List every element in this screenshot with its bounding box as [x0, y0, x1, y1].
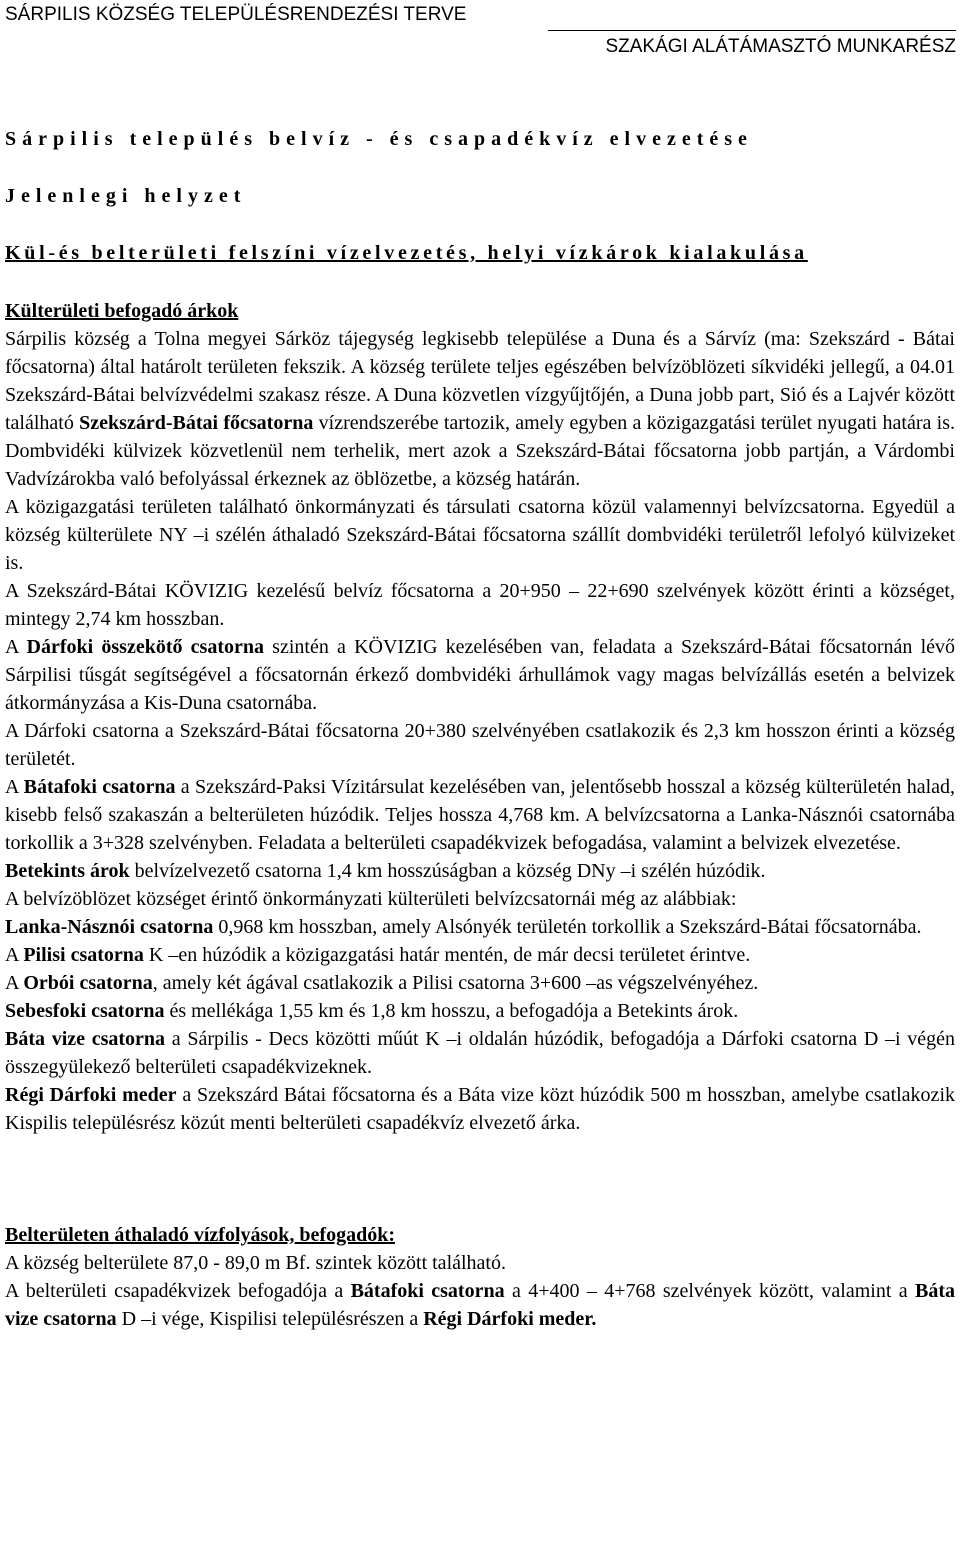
document-body: [5, 297, 955, 1333]
bold-term: Bátafoki csatorna: [350, 1280, 505, 1302]
text-run: A: [5, 944, 24, 966]
bold-term: Pilisi csatorna: [23, 944, 144, 966]
text-run: a Szekszárd-Paksi Vízitársulat kezelésében van, jelentősebb hosszal a község külterületén halad, kisebb felső szakaszán a belterületen húzódik. Teljes hossza 4,768 km. A belvízcsatorna a Lanka-Násznói csatornába torkollik a 3+328 szelvényben. Feladata a belterületi csapadékvizek befogadása, valamint a belvizek elvezetése.: [5, 776, 956, 854]
paragraph-pilisi: [5, 941, 955, 969]
text-run: a 4+400 – 4+768 szelvények között, valamint a: [504, 1280, 915, 1302]
section-spacer: [5, 1137, 955, 1221]
text-run: 0,968 km hosszban, amely Alsónyék területén torkollik a Szekszárd-Bátai főcsatornába.: [213, 916, 922, 938]
text-run: A: [5, 776, 24, 798]
section-title: Kül-és belterületi felszíni vízelvezetés, helyi vízkárok kialakulása: [5, 242, 808, 264]
bold-term: Orbói csatorna: [23, 972, 153, 994]
bold-term: Régi Dárfoki meder: [5, 1084, 177, 1106]
paragraph-batafoki: [5, 773, 955, 857]
paragraph-bata-vize: [5, 1025, 955, 1081]
header-document-title: SÁRPILIS KÖZSÉG TELEPÜLÉSRENDEZÉSI TERVE: [5, 4, 467, 25]
text-run: , amely két ágával csatlakozik a Pilisi csatorna 3+600 –as végszelvényéhez.: [152, 972, 759, 994]
bold-term: Betekints árok: [5, 860, 130, 882]
paragraph-betekints: [5, 857, 955, 885]
bold-term: Báta vize csatorna: [5, 1280, 955, 1330]
paragraph-darfoki: A Dárfoki csatorna a Szekszárd-Bátai főcsatorna 20+380 szelvényében csatlakozik és 2,3 km hosszon érinti a község területét.: [5, 720, 955, 770]
paragraph-lanka: [5, 913, 955, 941]
text-run: Sárpilis község a Tolna megyei Sárköz tájegység legkisebb települése a Duna és a Sárvíz (ma: Szekszárd - Bátai főcsatorna) által határolt területen fekszik. A község területe teljes egészében belvízöblözeti síkvidéki jellegű, a 04.01 Szekszárd-Bátai belvízvédelmi szakasz része. A Duna közvetlen vízgyűjtőjén, a Duna jobb part, Sió és a Lajvér között található: [5, 328, 955, 434]
bold-term: Régi Dárfoki meder.: [423, 1308, 597, 1330]
paragraph-canals: A közigazgatási területen található önkormányzati és társulati csatorna közül valamennyi belvízcsatorna. Egyedül a község külterülete NY –i szélén áthaladó Szekszárd-Bátai főcsatorna szállít dombvidéki területről lefolyó külvizeket is.: [5, 496, 955, 574]
header-subtitle: SZAKÁGI ALÁTÁMASZTÓ MUNKARÉSZ: [605, 36, 956, 57]
text-run: belvízelvezető csatorna 1,4 km hosszúságban a község DNy –i szélén húzódik.: [129, 860, 766, 882]
bold-term: Lanka-Násznói csatorna: [5, 916, 214, 938]
text-run: a Sárpilis - Decs közötti műút K –i oldalán húzódik, befogadója a Dárfoki csatorna D –i végén összegyülekező belterületi csapadékvizeknek.: [5, 1028, 955, 1078]
bold-term: Sebesfoki csatorna: [5, 1000, 165, 1022]
bold-term: Bátafoki csatorna: [23, 776, 176, 798]
paragraph-elevation: A község belterülete 87,0 - 89,0 m Bf. szintek között található.: [5, 1252, 506, 1274]
bold-term: Szekszárd-Bátai főcsatorna: [79, 412, 314, 434]
text-run: szintén a KÖVIZIG kezelésében van, feladata a Szekszárd-Bátai főcsatornán lévő Sárpilisi tűsgát segítségével a főcsatornán érkező dombvidéki árhullámok vagy magas belvízállás esetén a belvizek átkormányzása a Kis-Duna csatornába.: [5, 636, 956, 714]
text-run: a Szekszárd Bátai főcsatorna és a Báta vize közt húzódik 500 m hosszban, amelybe csatlakozik Kispilis településrész közút menti belterületi csapadékvíz elvezető árka.: [5, 1084, 955, 1134]
outer-area-heading: Külterületi befogadó árkok: [5, 300, 239, 322]
inner-area-heading: Belterületen áthaladó vízfolyások, befogadók:: [5, 1224, 395, 1246]
text-run: és mellékága 1,55 km és 1,8 km hosszu, a befogadója a Betekints árok.: [164, 1000, 739, 1022]
paragraph-receivers: [5, 1277, 955, 1333]
paragraph-regi-darfoki: [5, 1081, 955, 1137]
text-run: D –i vége, Kispilisi településrészen a: [116, 1308, 424, 1330]
paragraph-darfoki-connector: [5, 633, 955, 717]
bold-term: Dárfoki összekötő csatorna: [26, 636, 264, 658]
text-run: K –en húzódik a közigazgatási határ mentén, de már decsi területet érintve.: [143, 944, 751, 966]
text-run: vízrendszerébe tartozik, amely egyben a közigazgatási terület nyugati határa is. Dombvidéki külvizek közvetlenül nem terhelik, mert azok a Szekszárd-Bátai főcsatorna jobb partján, a Várdombi Vadvízárokba való befolyással érkeznek az öblözetbe, a község határán.: [5, 412, 956, 490]
header-rule: [548, 30, 956, 31]
main-title: Sárpilis település belvíz - és csapadékvíz elvezetése: [5, 128, 753, 150]
current-situation-title: Jelenlegi helyzet: [5, 185, 247, 207]
paragraph-list-intro: A belvízöblözet községet érintő önkormányzati külterületi belvízcsatornái még az alábbiak:: [5, 888, 737, 910]
paragraph-sebesfoki: [5, 997, 955, 1025]
paragraph-intro: [5, 325, 955, 493]
text-run: A belterületi csapadékvizek befogadója a: [5, 1280, 351, 1302]
paragraph-kovizig: A Szekszárd-Bátai KÖVIZIG kezelésű belvíz főcsatorna a 20+950 – 22+690 szelvények között érinti a községet, mintegy 2,74 km hosszban.: [5, 580, 955, 630]
text-run: A: [5, 972, 24, 994]
text-run: A: [5, 636, 27, 658]
bold-term: Báta vize csatorna: [5, 1028, 166, 1050]
paragraph-orboi: [5, 969, 955, 997]
